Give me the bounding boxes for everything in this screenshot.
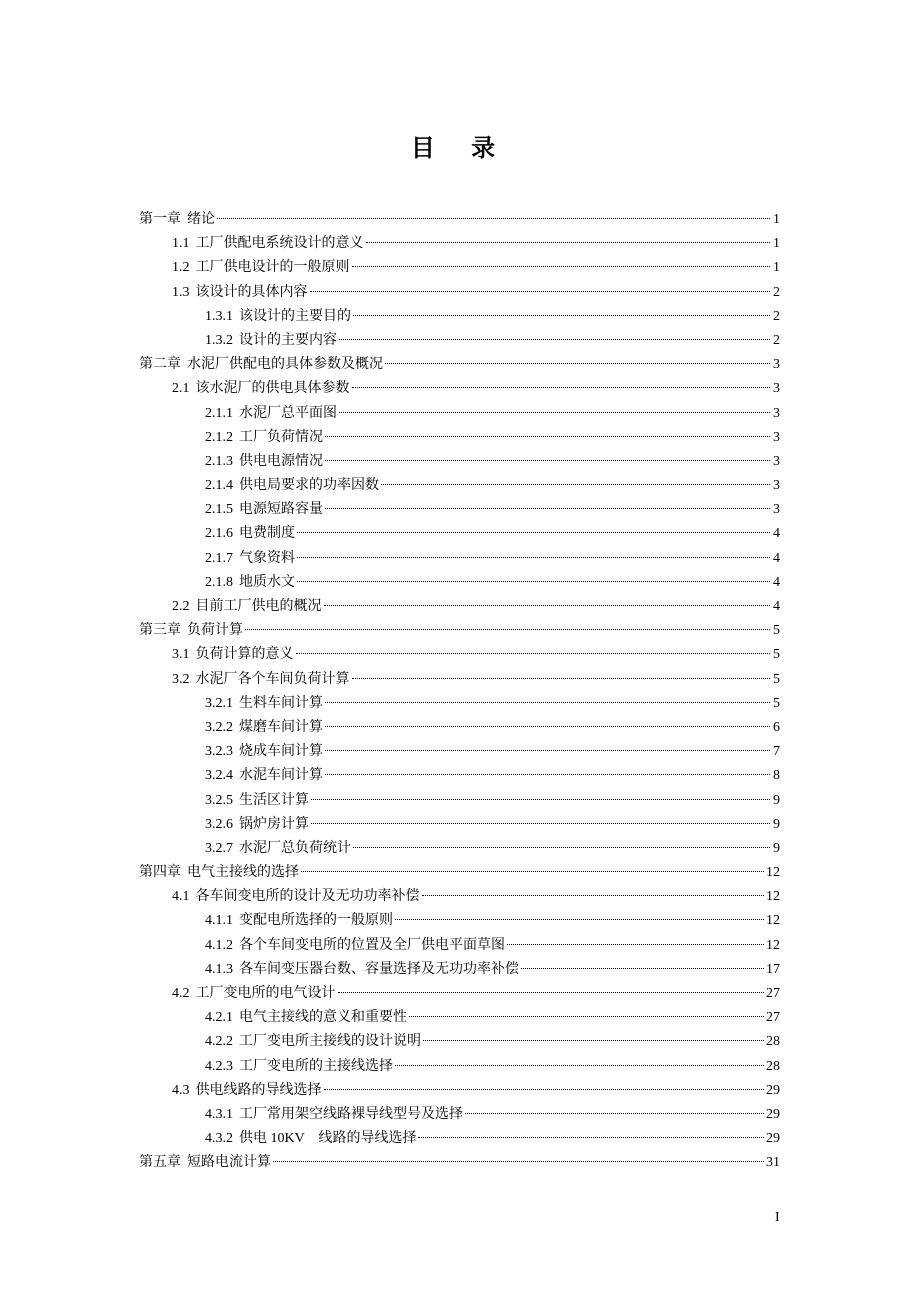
toc-entry-page: 27 bbox=[766, 1010, 780, 1026]
toc-entry[interactable] bbox=[139, 208, 780, 232]
toc-entry-page: 12 bbox=[766, 937, 780, 953]
table-of-contents bbox=[139, 208, 780, 1176]
toc-entry[interactable] bbox=[139, 764, 780, 788]
toc-entry[interactable] bbox=[139, 1151, 780, 1175]
toc-entry[interactable] bbox=[139, 305, 780, 329]
toc-entry[interactable] bbox=[139, 934, 780, 958]
toc-entry-number: 2.1 bbox=[172, 381, 190, 397]
toc-entry-number: 4.2.2 bbox=[205, 1034, 233, 1050]
toc-entry-page: 28 bbox=[766, 1034, 780, 1050]
toc-entry[interactable] bbox=[139, 1079, 780, 1103]
toc-entry-number: 3.2.3 bbox=[205, 744, 233, 760]
toc-entry-title: 气象资料 bbox=[239, 550, 295, 566]
toc-entry-title: 生料车间计算 bbox=[239, 695, 323, 711]
toc-entry-number: 4.2.3 bbox=[205, 1058, 233, 1074]
toc-entry-title: 绪论 bbox=[187, 212, 215, 227]
dot-leader bbox=[311, 823, 770, 824]
toc-entry-title: 供电 10KV 线路的导线选择 bbox=[239, 1131, 417, 1147]
dot-leader bbox=[465, 1113, 764, 1114]
dot-leader bbox=[352, 678, 771, 679]
dot-leader bbox=[325, 702, 770, 703]
toc-entry[interactable] bbox=[139, 885, 780, 909]
toc-entry-page: 7 bbox=[773, 744, 780, 760]
toc-entry-title: 水泥厂总平面图 bbox=[239, 405, 337, 421]
toc-entry-page: 9 bbox=[773, 792, 780, 808]
toc-entry-number: 4.2 bbox=[172, 986, 190, 1001]
toc-entry-title: 工厂负荷情况 bbox=[239, 429, 323, 445]
toc-entry-number: 第三章 bbox=[139, 623, 181, 639]
toc-entry[interactable] bbox=[139, 426, 780, 450]
toc-entry-number: 4.3 bbox=[172, 1082, 190, 1098]
dot-leader bbox=[245, 629, 770, 630]
toc-entry[interactable] bbox=[139, 474, 780, 498]
toc-entry[interactable] bbox=[139, 619, 780, 643]
toc-entry-page: 3 bbox=[773, 453, 780, 469]
dot-leader bbox=[422, 895, 765, 896]
toc-entry-number: 2.1.5 bbox=[205, 502, 233, 518]
toc-entry[interactable] bbox=[139, 498, 780, 522]
toc-entry-title: 供电电源情况 bbox=[239, 453, 323, 469]
dot-leader bbox=[301, 871, 764, 872]
dot-leader bbox=[381, 484, 770, 485]
toc-entry[interactable] bbox=[139, 329, 780, 353]
toc-entry-title: 设计的主要内容 bbox=[239, 332, 337, 348]
toc-entry-number: 4.2.1 bbox=[205, 1010, 233, 1026]
toc-entry-page: 28 bbox=[766, 1058, 780, 1074]
toc-entry[interactable] bbox=[139, 668, 780, 692]
toc-entry[interactable] bbox=[139, 595, 780, 619]
toc-entry-number: 2.1.8 bbox=[205, 574, 233, 590]
toc-entry-title: 该设计的主要目的 bbox=[239, 308, 351, 324]
toc-entry-title: 各车间变电所的设计及无功功率补偿 bbox=[195, 889, 420, 905]
toc-entry-page: 29 bbox=[766, 1131, 780, 1147]
toc-entry[interactable] bbox=[139, 522, 780, 546]
dot-leader bbox=[325, 508, 770, 509]
toc-entry[interactable] bbox=[139, 281, 780, 305]
toc-entry[interactable] bbox=[139, 837, 780, 861]
toc-entry-page: 12 bbox=[766, 913, 780, 929]
toc-entry-title: 供电局要求的功率因数 bbox=[239, 478, 379, 494]
toc-entry-page: 3 bbox=[773, 357, 780, 373]
dot-leader bbox=[339, 412, 770, 413]
dot-leader bbox=[366, 242, 771, 243]
toc-entry[interactable] bbox=[139, 377, 780, 401]
toc-entry-number: 4.3.1 bbox=[205, 1106, 233, 1122]
toc-entry[interactable] bbox=[139, 1030, 780, 1054]
dot-leader bbox=[395, 1065, 764, 1066]
toc-entry-number: 2.1.1 bbox=[205, 405, 233, 421]
toc-entry-page: 4 bbox=[773, 526, 780, 542]
toc-entry[interactable] bbox=[139, 547, 780, 571]
toc-entry-number: 1.3 bbox=[172, 284, 190, 300]
toc-entry-page: 3 bbox=[773, 381, 780, 397]
toc-entry[interactable] bbox=[139, 232, 780, 256]
toc-entry-title: 负荷计算的意义 bbox=[195, 647, 294, 663]
dot-leader bbox=[338, 992, 765, 993]
toc-entry-page: 1 bbox=[773, 212, 780, 227]
toc-entry-page: 3 bbox=[773, 502, 780, 518]
dot-leader bbox=[325, 436, 770, 437]
toc-entry-page: 29 bbox=[766, 1106, 780, 1122]
toc-entry[interactable] bbox=[139, 909, 780, 933]
toc-entry-title: 电气主接线的选择 bbox=[187, 865, 299, 881]
dot-leader bbox=[296, 653, 771, 654]
toc-entry[interactable] bbox=[139, 1103, 780, 1127]
toc-entry-page: 5 bbox=[773, 647, 780, 663]
dot-leader bbox=[353, 315, 770, 316]
toc-entry-title: 变配电所选择的一般原则 bbox=[239, 913, 393, 929]
toc-entry-number: 3.1 bbox=[172, 647, 190, 663]
toc-entry-number: 1.1 bbox=[172, 236, 190, 252]
dot-leader bbox=[339, 339, 770, 340]
toc-entry-page: 1 bbox=[773, 236, 780, 252]
toc-entry-title: 锅炉房计算 bbox=[239, 816, 309, 832]
toc-entry-page: 8 bbox=[773, 768, 780, 784]
dot-leader bbox=[325, 774, 770, 775]
toc-entry-number: 4.3.2 bbox=[205, 1131, 233, 1147]
toc-entry-page: 29 bbox=[766, 1082, 780, 1098]
toc-entry-title: 生活区计算 bbox=[239, 792, 309, 808]
toc-entry-page: 5 bbox=[773, 671, 780, 687]
dot-leader bbox=[423, 1040, 764, 1041]
toc-entry-number: 2.1.4 bbox=[205, 478, 233, 494]
toc-entry-page: 12 bbox=[766, 865, 780, 881]
toc-entry-page: 4 bbox=[773, 550, 780, 566]
toc-entry[interactable] bbox=[139, 402, 780, 426]
toc-entry-title: 供电线路的导线选择 bbox=[195, 1082, 322, 1098]
dot-leader bbox=[353, 847, 770, 848]
dot-leader bbox=[273, 1161, 764, 1162]
toc-entry-title: 水泥厂供配电的具体参数及概况 bbox=[187, 357, 383, 373]
dot-leader bbox=[325, 750, 770, 751]
toc-entry[interactable] bbox=[139, 256, 780, 280]
toc-entry-number: 3.2.6 bbox=[205, 816, 233, 832]
dot-leader bbox=[310, 291, 771, 292]
toc-entry-page: 6 bbox=[773, 719, 780, 735]
toc-entry-page: 3 bbox=[773, 478, 780, 494]
toc-entry-page: 4 bbox=[773, 574, 780, 590]
toc-entry-title: 工厂变电所主接线的设计说明 bbox=[239, 1034, 421, 1050]
toc-entry-title: 地质水文 bbox=[239, 574, 295, 590]
toc-entry[interactable] bbox=[139, 861, 780, 885]
toc-entry-title: 负荷计算 bbox=[187, 623, 243, 639]
toc-entry-title: 工厂变电所的电气设计 bbox=[195, 986, 336, 1001]
dot-leader bbox=[521, 968, 764, 969]
dot-leader bbox=[217, 218, 770, 219]
toc-entry[interactable] bbox=[139, 958, 780, 982]
dot-leader bbox=[324, 605, 771, 606]
dot-leader bbox=[325, 460, 770, 461]
toc-entry-page: 3 bbox=[773, 429, 780, 445]
toc-entry[interactable] bbox=[139, 1006, 780, 1030]
toc-entry-number: 第二章 bbox=[139, 357, 181, 373]
page-title: 目 录 bbox=[410, 134, 510, 162]
toc-entry[interactable] bbox=[139, 789, 780, 813]
toc-entry-number: 3.2.7 bbox=[205, 840, 233, 856]
toc-entry-page: 17 bbox=[766, 961, 780, 977]
toc-entry-title: 工厂变电所的主接线选择 bbox=[239, 1058, 393, 1074]
toc-entry[interactable] bbox=[139, 1055, 780, 1079]
toc-entry-title: 目前工厂供电的概况 bbox=[195, 599, 322, 614]
toc-entry-number: 4.1.2 bbox=[205, 937, 233, 953]
dot-leader bbox=[418, 1137, 764, 1138]
toc-entry-title: 煤磨车间计算 bbox=[239, 719, 323, 735]
toc-entry-number: 3.2.5 bbox=[205, 792, 233, 808]
toc-entry[interactable] bbox=[139, 813, 780, 837]
toc-entry-page: 2 bbox=[773, 308, 780, 324]
toc-entry-page: 9 bbox=[773, 816, 780, 832]
toc-entry-number: 4.1 bbox=[172, 889, 190, 905]
toc-entry-page: 2 bbox=[773, 332, 780, 348]
toc-entry[interactable] bbox=[139, 982, 780, 1006]
toc-entry-number: 1.3.1 bbox=[205, 308, 233, 324]
toc-entry-title: 工厂供电设计的一般原则 bbox=[195, 260, 350, 276]
dot-leader bbox=[385, 363, 770, 364]
toc-entry-title: 水泥车间计算 bbox=[239, 768, 323, 784]
toc-entry[interactable] bbox=[139, 740, 780, 764]
toc-entry-title: 工厂供配电系统设计的意义 bbox=[195, 236, 364, 252]
toc-entry-title: 各个车间变电所的位置及全厂供电平面草图 bbox=[239, 937, 505, 953]
dot-leader bbox=[311, 799, 770, 800]
toc-entry[interactable] bbox=[139, 571, 780, 595]
toc-entry-page: 12 bbox=[766, 889, 780, 905]
toc-entry-title: 短路电流计算 bbox=[187, 1155, 271, 1171]
toc-entry[interactable] bbox=[139, 450, 780, 474]
toc-entry-number: 4.1.3 bbox=[205, 961, 233, 977]
toc-entry[interactable] bbox=[139, 1127, 780, 1151]
dot-leader bbox=[297, 557, 770, 558]
toc-entry-title: 电费制度 bbox=[239, 526, 295, 542]
toc-entry-number: 1.2 bbox=[172, 260, 190, 276]
toc-entry-page: 3 bbox=[773, 405, 780, 421]
toc-entry[interactable] bbox=[139, 353, 780, 377]
toc-entry-page: 5 bbox=[773, 695, 780, 711]
toc-entry-page: 4 bbox=[773, 599, 780, 614]
page-number: I bbox=[775, 1210, 780, 1225]
toc-entry-number: 3.2.1 bbox=[205, 695, 233, 711]
toc-entry-title: 水泥厂总负荷统计 bbox=[239, 840, 351, 856]
toc-entry-page: 27 bbox=[766, 986, 780, 1001]
toc-entry-title: 工厂常用架空线路裸导线型号及选择 bbox=[239, 1106, 463, 1122]
dot-leader bbox=[297, 532, 770, 533]
toc-entry-page: 9 bbox=[773, 840, 780, 856]
toc-entry-number: 2.1.2 bbox=[205, 429, 233, 445]
toc-entry-number: 2.2 bbox=[172, 599, 190, 614]
toc-entry-title: 水泥厂各个车间负荷计算 bbox=[195, 671, 350, 687]
toc-entry-number: 2.1.6 bbox=[205, 526, 233, 542]
toc-entry-page: 5 bbox=[773, 623, 780, 639]
toc-entry-number: 4.1.1 bbox=[205, 913, 233, 929]
toc-entry-title: 电气主接线的意义和重要性 bbox=[239, 1010, 407, 1026]
toc-entry-title: 烧成车间计算 bbox=[239, 744, 323, 760]
toc-entry[interactable] bbox=[139, 716, 780, 740]
toc-entry-title: 该设计的具体内容 bbox=[195, 284, 308, 300]
toc-entry-page: 1 bbox=[773, 260, 780, 276]
toc-entry-number: 1.3.2 bbox=[205, 332, 233, 348]
dot-leader bbox=[409, 1016, 764, 1017]
dot-leader bbox=[352, 387, 771, 388]
toc-entry-number: 3.2 bbox=[172, 671, 190, 687]
toc-entry-number: 第一章 bbox=[139, 212, 181, 227]
dot-leader bbox=[352, 266, 771, 267]
toc-entry-number: 第五章 bbox=[139, 1155, 181, 1171]
toc-entry-number: 第四章 bbox=[139, 865, 181, 881]
toc-entry-number: 3.2.4 bbox=[205, 768, 233, 784]
dot-leader bbox=[395, 919, 764, 920]
toc-entry-number: 3.2.2 bbox=[205, 719, 233, 735]
dot-leader bbox=[507, 944, 764, 945]
toc-entry-page: 31 bbox=[766, 1155, 780, 1171]
toc-entry-title: 各车间变压器台数、容量选择及无功功率补偿 bbox=[239, 961, 519, 977]
dot-leader bbox=[325, 726, 770, 727]
dot-leader bbox=[324, 1089, 765, 1090]
toc-entry[interactable] bbox=[139, 692, 780, 716]
toc-entry-title: 电源短路容量 bbox=[239, 502, 323, 518]
toc-entry-number: 2.1.3 bbox=[205, 453, 233, 469]
toc-entry-title: 该水泥厂的供电具体参数 bbox=[195, 381, 350, 397]
dot-leader bbox=[297, 581, 770, 582]
toc-entry[interactable] bbox=[139, 643, 780, 667]
toc-entry-number: 2.1.7 bbox=[205, 550, 233, 566]
toc-entry-page: 2 bbox=[773, 284, 780, 300]
